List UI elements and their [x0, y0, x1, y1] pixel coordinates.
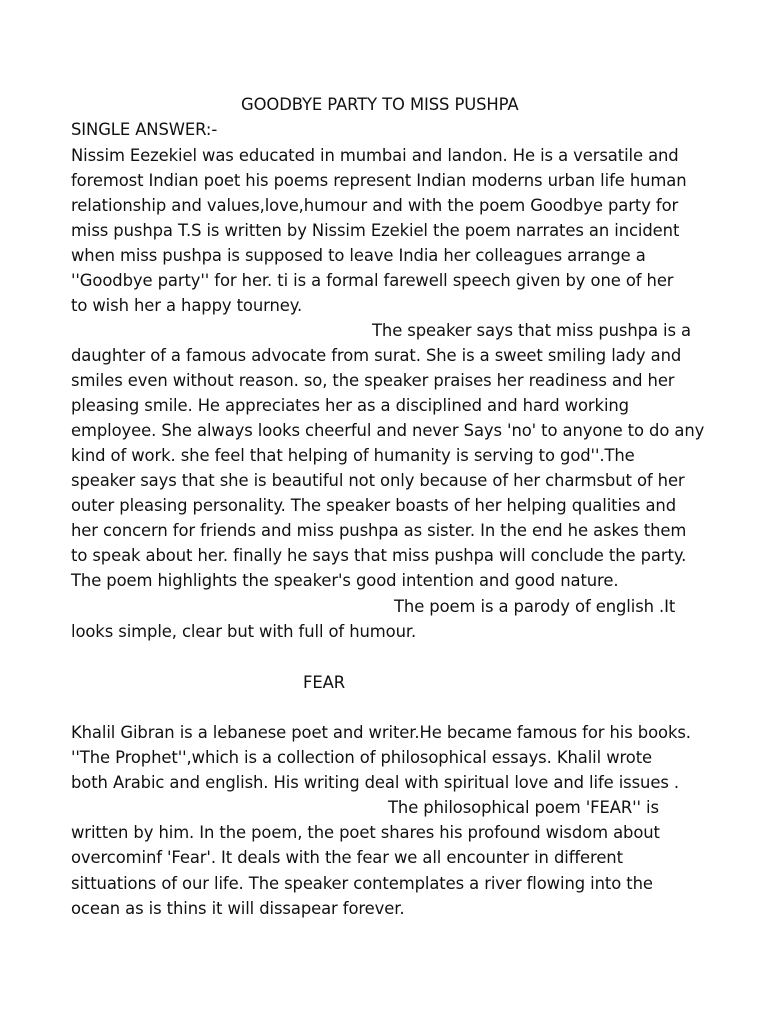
- paragraph-line: outer pleasing personality. The speaker boasts of her helping qualities and: [71, 496, 677, 515]
- paragraph-line: to wish her a happy tourney.: [71, 296, 303, 315]
- paragraph-line: kind of work. she feel that helping of humanity is serving to god''.The: [71, 446, 635, 465]
- paragraph-line: overcominf 'Fear'. It deals with the fear we all encounter in different: [71, 848, 623, 867]
- paragraph-line: miss pushpa T.S is written by Nissim Ezekiel the poem narrates an incident: [71, 221, 680, 240]
- paragraph-line: her concern for friends and miss pushpa as sister. In the end he askes them: [71, 521, 687, 540]
- paragraph-line: relationship and values,love,humour and with the poem Goodbye party for: [71, 196, 679, 215]
- paragraph-line: The poem highlights the speaker's good intention and good nature.: [71, 571, 619, 590]
- paragraph-line: Nissim Eezekiel was educated in mumbai and landon. He is a versatile and: [71, 146, 679, 165]
- paragraph-line: to speak about her. finally he says that miss pushpa will conclude the party.: [71, 546, 687, 565]
- paragraph-line: written by him. In the poem, the poet shares his profound wisdom about: [71, 823, 660, 842]
- section-heading: FEAR: [303, 673, 345, 692]
- paragraph-line: smiles even without reason. so, the speaker praises her readiness and her: [71, 371, 675, 390]
- document-title: GOODBYE PARTY TO MISS PUSHPA: [241, 95, 519, 114]
- paragraph-line: looks simple, clear but with full of humour.: [71, 622, 417, 641]
- paragraph-line: ''The Prophet'',which is a collection of philosophical essays. Khalil wrote: [71, 748, 653, 767]
- paragraph-line: ''Goodbye party'' for her. ti is a formal farewell speech given by one of her: [71, 271, 674, 290]
- paragraph-line: The philosophical poem 'FEAR'' is: [388, 798, 659, 817]
- paragraph-line: pleasing smile. He appreciates her as a disciplined and hard working: [71, 396, 629, 415]
- paragraph-line: employee. She always looks cheerful and never Says 'no' to anyone to do any: [71, 421, 705, 440]
- paragraph-line: ocean as is thins it will dissapear forever.: [71, 899, 405, 918]
- paragraph-line: speaker says that she is beautiful not only because of her charmsbut of her: [71, 471, 685, 490]
- paragraph-line: both Arabic and english. His writing deal with spiritual love and life issues .: [71, 773, 679, 792]
- document-subtitle: SINGLE ANSWER:-: [71, 120, 218, 139]
- paragraph-line: daughter of a famous advocate from surat. She is a sweet smiling lady and: [71, 346, 682, 365]
- paragraph-line: The poem is a parody of english .It: [394, 597, 676, 616]
- paragraph-line: when miss pushpa is supposed to leave India her colleagues arrange a: [71, 246, 646, 265]
- paragraph-line: foremost Indian poet his poems represent Indian moderns urban life human: [71, 171, 687, 190]
- paragraph-line: sittuations of our life. The speaker contemplates a river flowing into the: [71, 874, 653, 893]
- paragraph-line: Khalil Gibran is a lebanese poet and writer.He became famous for his books.: [71, 723, 691, 742]
- paragraph-line: The speaker says that miss pushpa is a: [372, 321, 691, 340]
